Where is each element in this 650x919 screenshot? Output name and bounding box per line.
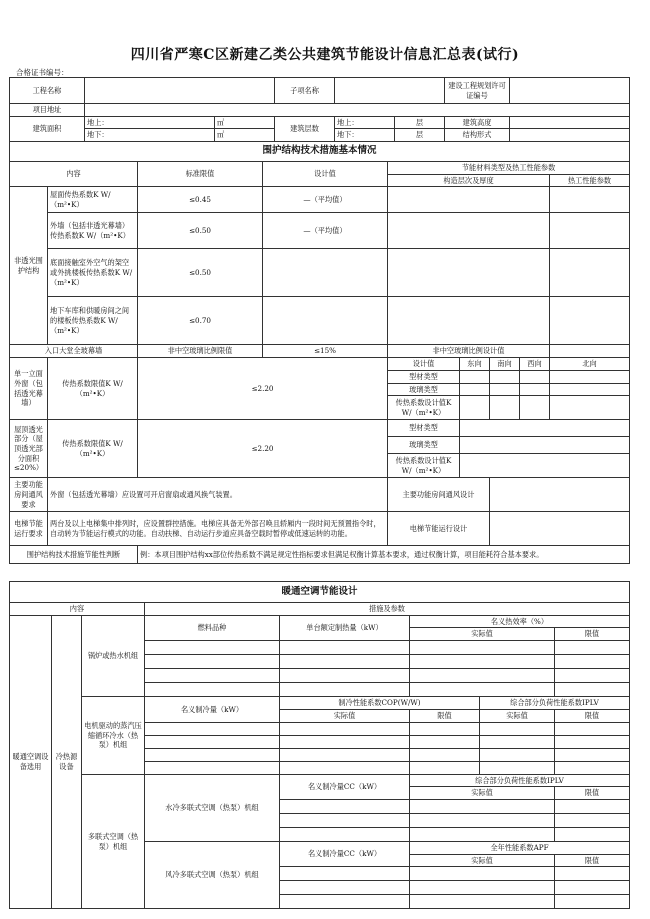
water-vrf-iplv-label: 综合部分负荷性能系数IPLV [410, 774, 630, 787]
permit-label: 建设工程规划许可证编号 [445, 78, 510, 104]
ventilation-requirement: 外窗（包括透光幕墙）应设置可开启窗扇或通风换气装置。 [48, 478, 388, 512]
air-vrf-label: 风冷多联式空调（热泵）机组 [145, 842, 280, 909]
wall-k-limit: ≤0.50 [138, 213, 263, 249]
height-label: 建筑高度 [445, 116, 510, 129]
chiller-row-cop-limit[interactable] [410, 748, 480, 761]
air-vrf-limit-label: 限值 [555, 854, 630, 867]
boiler-limit-label: 限值 [555, 628, 630, 641]
structure-value[interactable] [510, 129, 630, 142]
boiler-row-fuel[interactable] [145, 655, 280, 669]
chiller-row-cop[interactable] [280, 722, 410, 735]
air-vrf-row-cc[interactable] [280, 867, 410, 881]
skylight-k-design-label: 传热系数设计值K W/（m²•K） [388, 454, 460, 478]
envelope-table [9, 141, 630, 564]
ventilation-design-value[interactable] [490, 478, 630, 512]
envelope-col-material: 节能材料类型及热工性能参数 [388, 162, 630, 175]
window-north-label: 北向 [550, 358, 630, 371]
window-design-value-label: 设计值 [388, 358, 460, 371]
iplv-limit-label: 限值 [555, 709, 630, 722]
window-k-label: 传热系数限值K W/（m²•K） [48, 358, 138, 420]
chiller-row-cop-limit[interactable] [410, 761, 480, 774]
chiller-row-cop[interactable] [280, 748, 410, 761]
floor-k-limit: ≤0.50 [138, 249, 263, 297]
skylight-label: 屋顶透光部分（屋顶透光部分面积≤20%） [10, 420, 48, 478]
roof-k-limit: ≤0.45 [138, 187, 263, 213]
non-hollow-ratio-design-value[interactable] [550, 345, 630, 358]
floor-thermal[interactable] [550, 249, 630, 297]
envelope-judgement-label: 围护结构技术措施节能性判断 [10, 546, 138, 564]
apf-label: 全年性能系数APF [410, 842, 630, 855]
boiler-row-capacity[interactable] [280, 641, 410, 655]
air-vrf-row-actual[interactable] [410, 881, 555, 895]
basement-k-label: 地下车库和供暖房间之间的楼板传热系数K W/（m²•K） [48, 297, 138, 345]
wall-k-design: —（平均值） [263, 213, 388, 249]
skylight-glass-label: 玻璃类型 [388, 437, 460, 454]
water-vrf-limit-label: 限值 [555, 787, 630, 800]
window-south-label: 南向 [490, 358, 520, 371]
boiler-row-capacity[interactable] [280, 669, 410, 683]
water-vrf-row-limit[interactable] [555, 828, 630, 842]
window-k-design-label: 传热系数设计值K W/（m²•K） [388, 396, 460, 420]
air-vrf-row-limit[interactable] [555, 895, 630, 909]
floors-below-unit: 层 [395, 129, 445, 142]
window-k-north[interactable] [550, 396, 630, 420]
area-below-unit: ㎡ [215, 129, 275, 142]
water-vrf-cc-label: 名义制冷量CC（kW） [280, 774, 410, 799]
hvac-equipment-label: 暖通空调设备选用 [10, 615, 52, 909]
elevator-requirement: 两台及以上电梯集中排列时，应设置群控措施。电梯应具备无外部召唤且轿厢内一段时间无预置指令时，自动转为节能运行模式的功能。自动扶梯、自动运行步道应具备空载时暂停或低速运转的功能。 [48, 512, 388, 546]
envelope-col-layers: 构造层次及厚度 [388, 174, 550, 187]
cop-limit-label: 限值 [410, 709, 480, 722]
air-vrf-actual-label: 实际值 [410, 854, 555, 867]
chiller-row-iplv[interactable] [480, 735, 555, 748]
boiler-row-capacity[interactable] [280, 683, 410, 697]
boiler-actual-label: 实际值 [410, 628, 555, 641]
envelope-col-thermal: 热工性能参数 [550, 174, 630, 187]
envelope-section-title: 围护结构技术措施基本情况 [10, 142, 630, 162]
boiler-row-limit[interactable] [555, 655, 630, 669]
chiller-row-cop[interactable] [280, 761, 410, 774]
boiler-row-fuel[interactable] [145, 669, 280, 683]
basement-layers[interactable] [388, 297, 550, 345]
iplv-label: 综合部分负荷性能系数IPLV [480, 697, 630, 710]
boiler-row-actual[interactable] [410, 641, 555, 655]
elevator-design-label: 电梯节能运行设计 [388, 512, 490, 546]
air-vrf-row-limit[interactable] [555, 881, 630, 895]
sub-item-label: 子项名称 [275, 78, 335, 104]
skylight-glass-value[interactable] [460, 437, 630, 454]
window-profile-east[interactable] [460, 370, 490, 383]
roof-k-design: —（平均值） [263, 187, 388, 213]
window-profile-south[interactable] [490, 370, 520, 383]
water-vrf-row-actual[interactable] [410, 800, 555, 814]
structure-label: 结构形式 [445, 129, 510, 142]
chiller-row-capacity[interactable] [145, 748, 280, 761]
document-title: 四川省严寒C区新建乙类公共建筑节能设计信息汇总表(试行) [130, 47, 520, 63]
non-hollow-ratio-design-label: 非中空玻璃比例设计值 [388, 345, 550, 358]
wall-thermal[interactable] [550, 213, 630, 249]
iplv-actual-label: 实际值 [480, 709, 555, 722]
hvac-table [9, 581, 630, 909]
water-vrf-row-cc[interactable] [280, 814, 410, 828]
address-label: 项目地址 [10, 104, 85, 117]
boiler-row-limit[interactable] [555, 669, 630, 683]
hvac-col-measures: 措施及参数 [145, 603, 630, 616]
chiller-row-iplv-limit[interactable] [555, 761, 630, 774]
area-above-unit: ㎡ [215, 116, 275, 129]
envelope-col-limit: 标准限值 [138, 162, 263, 187]
window-k-south[interactable] [490, 396, 520, 420]
boiler-row-actual[interactable] [410, 655, 555, 669]
height-value[interactable] [510, 116, 630, 129]
address-value[interactable] [85, 104, 630, 117]
chiller-row-iplv-limit[interactable] [555, 735, 630, 748]
water-vrf-actual-label: 实际值 [410, 787, 555, 800]
skylight-profile-label: 型材类型 [388, 420, 460, 437]
window-glass-south[interactable] [490, 383, 520, 396]
air-vrf-row-limit[interactable] [555, 867, 630, 881]
air-vrf-row-actual[interactable] [410, 895, 555, 909]
cop-actual-label: 实际值 [280, 709, 410, 722]
water-vrf-row-limit[interactable] [555, 800, 630, 814]
basement-thermal[interactable] [550, 297, 630, 345]
window-glass-north[interactable] [550, 383, 630, 396]
certificate-number-label: 合格证书编号： [16, 68, 69, 77]
area-above-label: 地上： [85, 116, 215, 129]
fuel-type-label: 燃料品种 [145, 615, 280, 640]
hvac-col-content: 内容 [10, 603, 145, 616]
area-below-label: 地下： [85, 129, 215, 142]
thermal-efficiency-label: 名义热效率（%） [410, 615, 630, 628]
envelope-judgement-text: 例：本项目围护结构xx部位传热系数不满足规定性指标要求但满足权衡计算基本要求，通过权衡计算，项目能耗符合基本要求。 [138, 546, 630, 564]
chiller-row-cop[interactable] [280, 735, 410, 748]
boiler-label: 锅炉或热水机组 [82, 615, 145, 696]
water-vrf-row-actual[interactable] [410, 814, 555, 828]
window-west-label: 西向 [520, 358, 550, 371]
boiler-row-capacity[interactable] [280, 655, 410, 669]
project-name-label: 工程名称 [10, 78, 85, 104]
air-vrf-cc-label: 名义制冷量CC（kW） [280, 842, 410, 867]
window-glass-east[interactable] [460, 383, 490, 396]
window-profile-west[interactable] [520, 370, 550, 383]
boiler-row-fuel[interactable] [145, 641, 280, 655]
chiller-row-iplv[interactable] [480, 761, 555, 774]
elevator-design-value[interactable] [490, 512, 630, 546]
envelope-col-design: 设计值 [263, 162, 388, 187]
chiller-row-iplv[interactable] [480, 748, 555, 761]
cooling-capacity-label: 名义制冷量（kW） [145, 697, 280, 722]
roof-layers[interactable] [388, 187, 550, 213]
window-profile-north[interactable] [550, 370, 630, 383]
skylight-profile-value[interactable] [460, 420, 630, 437]
window-glass-label: 玻璃类型 [388, 383, 460, 396]
roof-thermal[interactable] [550, 187, 630, 213]
floors-above-label: 地上： [335, 116, 395, 129]
heat-cold-source-label: 冷热源设备 [52, 615, 82, 909]
floor-k-design[interactable] [263, 249, 388, 297]
opaque-envelope-label: 非透光围护结构 [10, 187, 48, 345]
basement-k-design[interactable] [263, 297, 388, 345]
skylight-k-design-value[interactable] [460, 454, 630, 478]
sub-item-value[interactable] [335, 78, 445, 104]
window-label: 单一立面外窗（包括透光幕墙） [10, 358, 48, 420]
water-vrf-row-actual[interactable] [410, 828, 555, 842]
skylight-k-limit: ≤2.20 [138, 420, 388, 478]
cop-label: 制冷性能系数COP(W/W) [280, 697, 480, 710]
wall-k-label: 外墙（包括非透光幕墙）传热系数K W/（m²•K） [48, 213, 138, 249]
chiller-row-capacity[interactable] [145, 722, 280, 735]
heat-capacity-label: 单台额定制热量（kW） [280, 615, 410, 640]
floor-k-label: 底面接触室外空气的架空或外挑楼板传热系数K W/（m²•K） [48, 249, 138, 297]
water-vrf-label: 水冷多联式空调（热泵）机组 [145, 774, 280, 841]
window-k-limit: ≤2.20 [138, 358, 388, 420]
wall-layers[interactable] [388, 213, 550, 249]
chiller-row-capacity[interactable] [145, 735, 280, 748]
window-glass-west[interactable] [520, 383, 550, 396]
chiller-row-capacity[interactable] [145, 761, 280, 774]
non-hollow-ratio-label: 非中空玻璃比例限值 [138, 345, 263, 358]
hvac-section-title: 暖通空调节能设计 [10, 582, 630, 603]
water-vrf-row-limit[interactable] [555, 814, 630, 828]
window-profile-label: 型材类型 [388, 370, 460, 383]
ventilation-design-label: 主要功能房间通风设计 [388, 478, 490, 512]
non-hollow-ratio-value: ≤15% [263, 345, 388, 358]
skylight-k-label: 传热系数限值K W/（m²•K） [48, 420, 138, 478]
floors-label: 建筑层数 [275, 116, 335, 141]
chiller-row-iplv-limit[interactable] [555, 722, 630, 735]
ventilation-label: 主要功能房间通风要求 [10, 478, 48, 512]
floors-above-unit: 层 [395, 116, 445, 129]
boiler-row-fuel[interactable] [145, 683, 280, 697]
basic-info-table [9, 77, 630, 142]
project-name-value[interactable] [85, 78, 275, 104]
floors-below-label: 地下： [335, 129, 395, 142]
permit-value[interactable] [510, 78, 630, 104]
boiler-row-actual[interactable] [410, 669, 555, 683]
entrance-curtain-wall-label: 入口大堂全玻幕墙 [10, 345, 138, 358]
floor-layers[interactable] [388, 249, 550, 297]
area-label: 建筑面积 [10, 116, 85, 141]
basement-k-limit: ≤0.70 [138, 297, 263, 345]
boiler-row-limit[interactable] [555, 641, 630, 655]
window-east-label: 东向 [460, 358, 490, 371]
air-vrf-row-cc[interactable] [280, 895, 410, 909]
boiler-row-actual[interactable] [410, 683, 555, 697]
water-vrf-row-cc[interactable] [280, 800, 410, 814]
air-vrf-row-cc[interactable] [280, 881, 410, 895]
window-k-east[interactable] [460, 396, 490, 420]
vrf-label: 多联式空调（热泵）机组 [82, 774, 145, 909]
envelope-col-content: 内容 [10, 162, 138, 187]
chiller-row-iplv-limit[interactable] [555, 748, 630, 761]
chiller-row-cop-limit[interactable] [410, 735, 480, 748]
boiler-row-limit[interactable] [555, 683, 630, 697]
chiller-row-cop-limit[interactable] [410, 722, 480, 735]
elevator-label: 电梯节能运行要求 [10, 512, 48, 546]
chiller-label: 电机驱动的蒸汽压缩循环冷水（热泵）机组 [82, 697, 145, 774]
air-vrf-row-actual[interactable] [410, 867, 555, 881]
roof-k-label: 屋面传热系数K W/（m²•K） [48, 187, 138, 213]
window-k-west[interactable] [520, 396, 550, 420]
chiller-row-iplv[interactable] [480, 722, 555, 735]
water-vrf-row-cc[interactable] [280, 828, 410, 842]
